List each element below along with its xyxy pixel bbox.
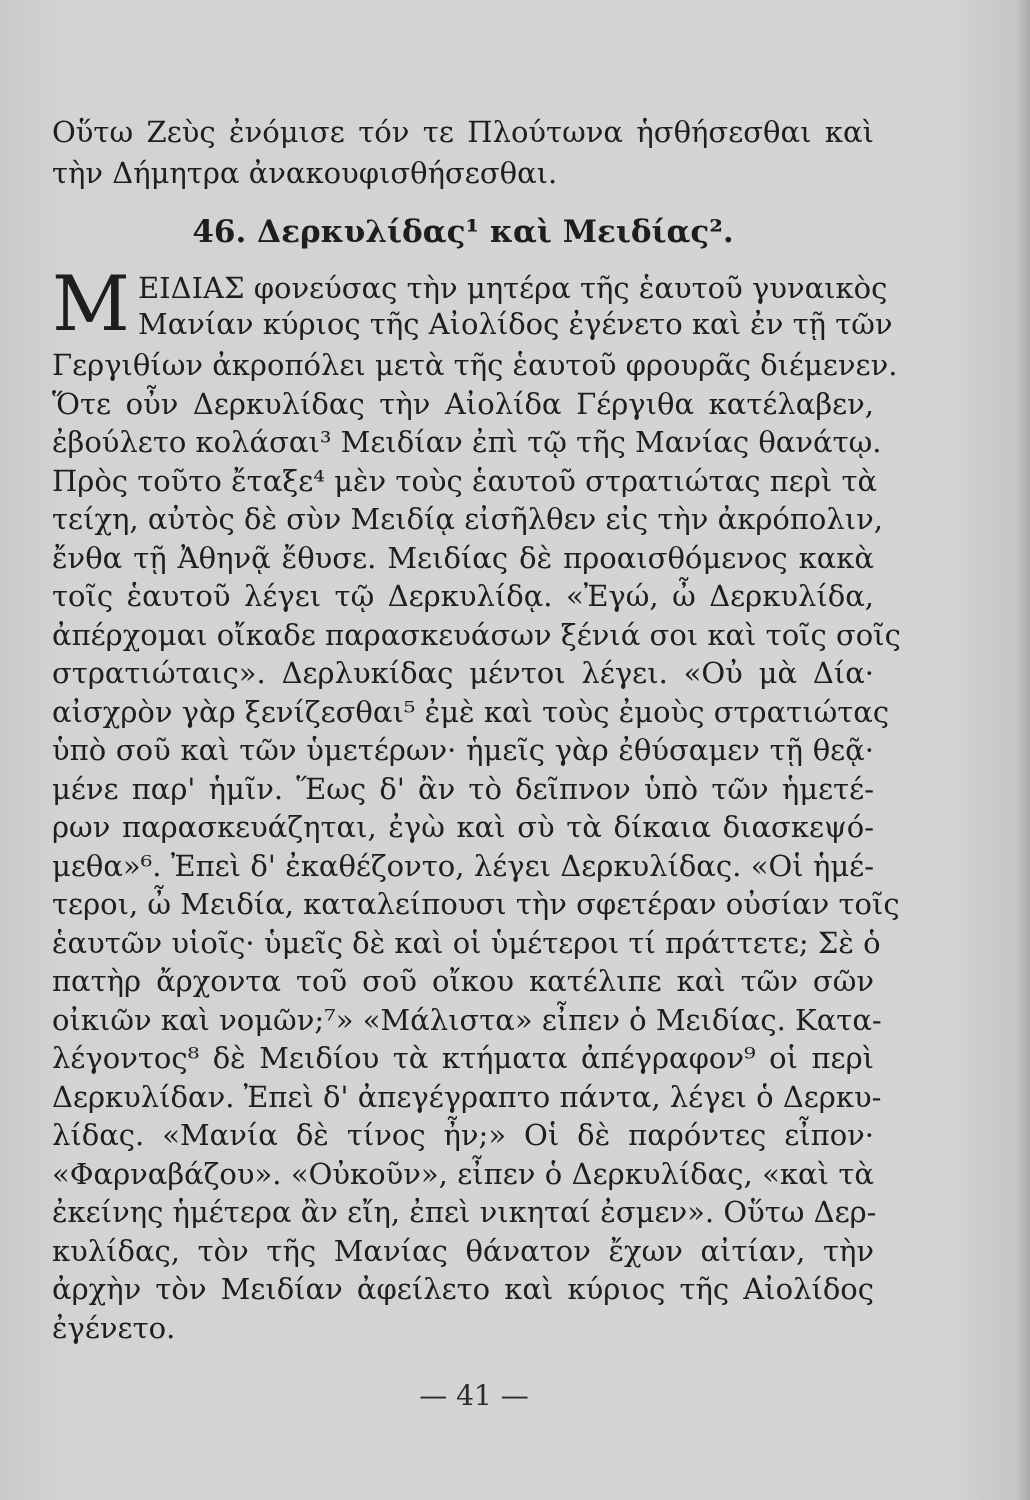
body-line: κυλίδας, τὸν τῆς Μανίας θάνατον ἔχων αἰτίαν, τὴν: [52, 1233, 874, 1268]
body-line: οἰκιῶν καὶ νομῶν;⁷» «Μάλιστα» εἶπεν ὁ Μειδίας. Κατα-: [52, 1002, 882, 1037]
body-line: ἀπέρχομαι οἴκαδε παρασκευάσων ξένιά σοι καὶ τοῖς σοῖς: [52, 617, 901, 652]
body-line: ρων παρασκευάζηται, ἐγὼ καὶ σὺ τὰ δίκαια διασκεψό-: [52, 810, 874, 844]
body-line: αἰσχρὸν γὰρ ξενίζεσθαι⁵ ἐμὲ καὶ τοὺς ἐμοὺς στρατιώτας: [52, 694, 890, 729]
body-line: μεθα»⁶. Ἐπεὶ δ' ἐκαθέζοντο, λέγει Δερκυλίδας. «Οἱ ἡμέ-: [52, 848, 874, 883]
body-line: στρατιώταις». Δερλυκίδας μέντοι λέγει. «Οὐ μὰ Δία·: [52, 656, 874, 690]
body-line: μένε παρ' ἡμῖν. Ἕως δ' ἂν τὸ δεῖπνον ὑπὸ τῶν ἡμετέ-: [52, 771, 874, 806]
drop-cap: Μ: [52, 259, 130, 348]
first-line-2: Μανίαν κύριος τῆς Αἰολίδος ἐγένετο καὶ ἐν τῇ τῶν: [138, 307, 893, 341]
page-edge-shadow: [1016, 0, 1030, 1500]
page-number: — 41 —: [419, 1379, 529, 1412]
body-line: «Φαρναβάζου». «Οὐκοῦν», εἶπεν ὁ Δερκυλίδας, «καὶ τὰ: [52, 1156, 874, 1191]
body-line: λίδας. «Μανία δὲ τίνος ἦν;» Οἱ δὲ παρόντες εἶπον·: [52, 1118, 874, 1152]
body-line: Δερκυλίδαν. Ἐπεὶ δ' ἀπεγέγραπτο πάντα, λέγει ὁ Δερκυ-: [52, 1079, 882, 1114]
body-line: ἐβούλετο κολάσαι³ Μειδίαν ἐπὶ τῷ τῆς Μανίας θανάτῳ.: [52, 425, 882, 459]
body-line: ἔνθα τῇ Ἀθηνᾷ ἔθυσε. Μειδίας δὲ προαισθόμενος κακὰ: [52, 540, 874, 575]
body-line: Γεργιθίων ἀκροπόλει μετὰ τῆς ἑαυτοῦ φρουρᾶς διέμενεν.: [52, 348, 898, 382]
body-line: λέγοντος⁸ δὲ Μειδίου τὰ κτήματα ἀπέγραφον⁹ οἱ περὶ: [52, 1041, 874, 1075]
section-heading: 46. Δερκυλίδας¹ καὶ Μειδίας².: [192, 214, 734, 250]
body-line: τεροι, ὦ Μειδία, καταλείπουσι τὴν σφετέραν οὐσίαν τοῖς: [52, 887, 900, 921]
body-line: τοῖς ἑαυτοῦ λέγει τῷ Δερκυλίδᾳ. «Ἐγώ, ὦ Δερκυλίδα,: [52, 579, 874, 613]
body-line: ἀρχὴν τὸν Μειδίαν ἀφείλετο καὶ κύριος τῆς Αἰολίδος: [52, 1272, 874, 1306]
text-block: [52, 0, 901, 1500]
body-line: ὑπὸ σοῦ καὶ τῶν ὑμετέρων· ἡμεῖς γὰρ ἐθύσαμεν τῇ θεᾷ·: [52, 733, 874, 767]
body-line: τείχη, αὐτὸς δὲ σὺν Μειδίᾳ εἰσῆλθεν εἰς τὴν ἀκρόπολιν,: [52, 502, 883, 536]
first-line-1: ΕΙΔΙΑΣ φονεύσας τὴν μητέρα τῆς ἑαυτοῦ γυναικὸς: [138, 271, 888, 305]
body-line: ἑαυτῶν υἱοῖς· ὑμεῖς δὲ καὶ οἱ ὑμέτεροι τί πράττετε; Σὲ ὁ: [52, 925, 881, 960]
body-line: πατὴρ ἄρχοντα τοῦ σοῦ οἴκου κατέλιπε καὶ τῶν σῶν: [52, 964, 874, 998]
body-line: ἐκείνης ἡμέτερα ἂν εἴη, ἐπεὶ νικηταί ἐσμεν». Οὕτω Δερ-: [52, 1195, 877, 1229]
intro-line-1: Οὕτω Ζεὺς ἐνόμισε τόν τε Πλούτωνα ἡσθήσεσθαι καὶ: [52, 115, 874, 149]
intro-line-2: τὴν Δήμητρα ἀνακουφισθήσεσθαι.: [52, 156, 558, 190]
last-line: ἐγένετο.: [52, 1311, 176, 1345]
body-line: Ὅτε οὖν Δερκυλίδας τὴν Αἰολίδα Γέργιθα κατέλαβεν,: [52, 386, 874, 421]
body-line: Πρὸς τοῦτο ἔταξε⁴ μὲν τοὺς ἑαυτοῦ στρατιώτας περὶ τὰ: [52, 463, 878, 498]
